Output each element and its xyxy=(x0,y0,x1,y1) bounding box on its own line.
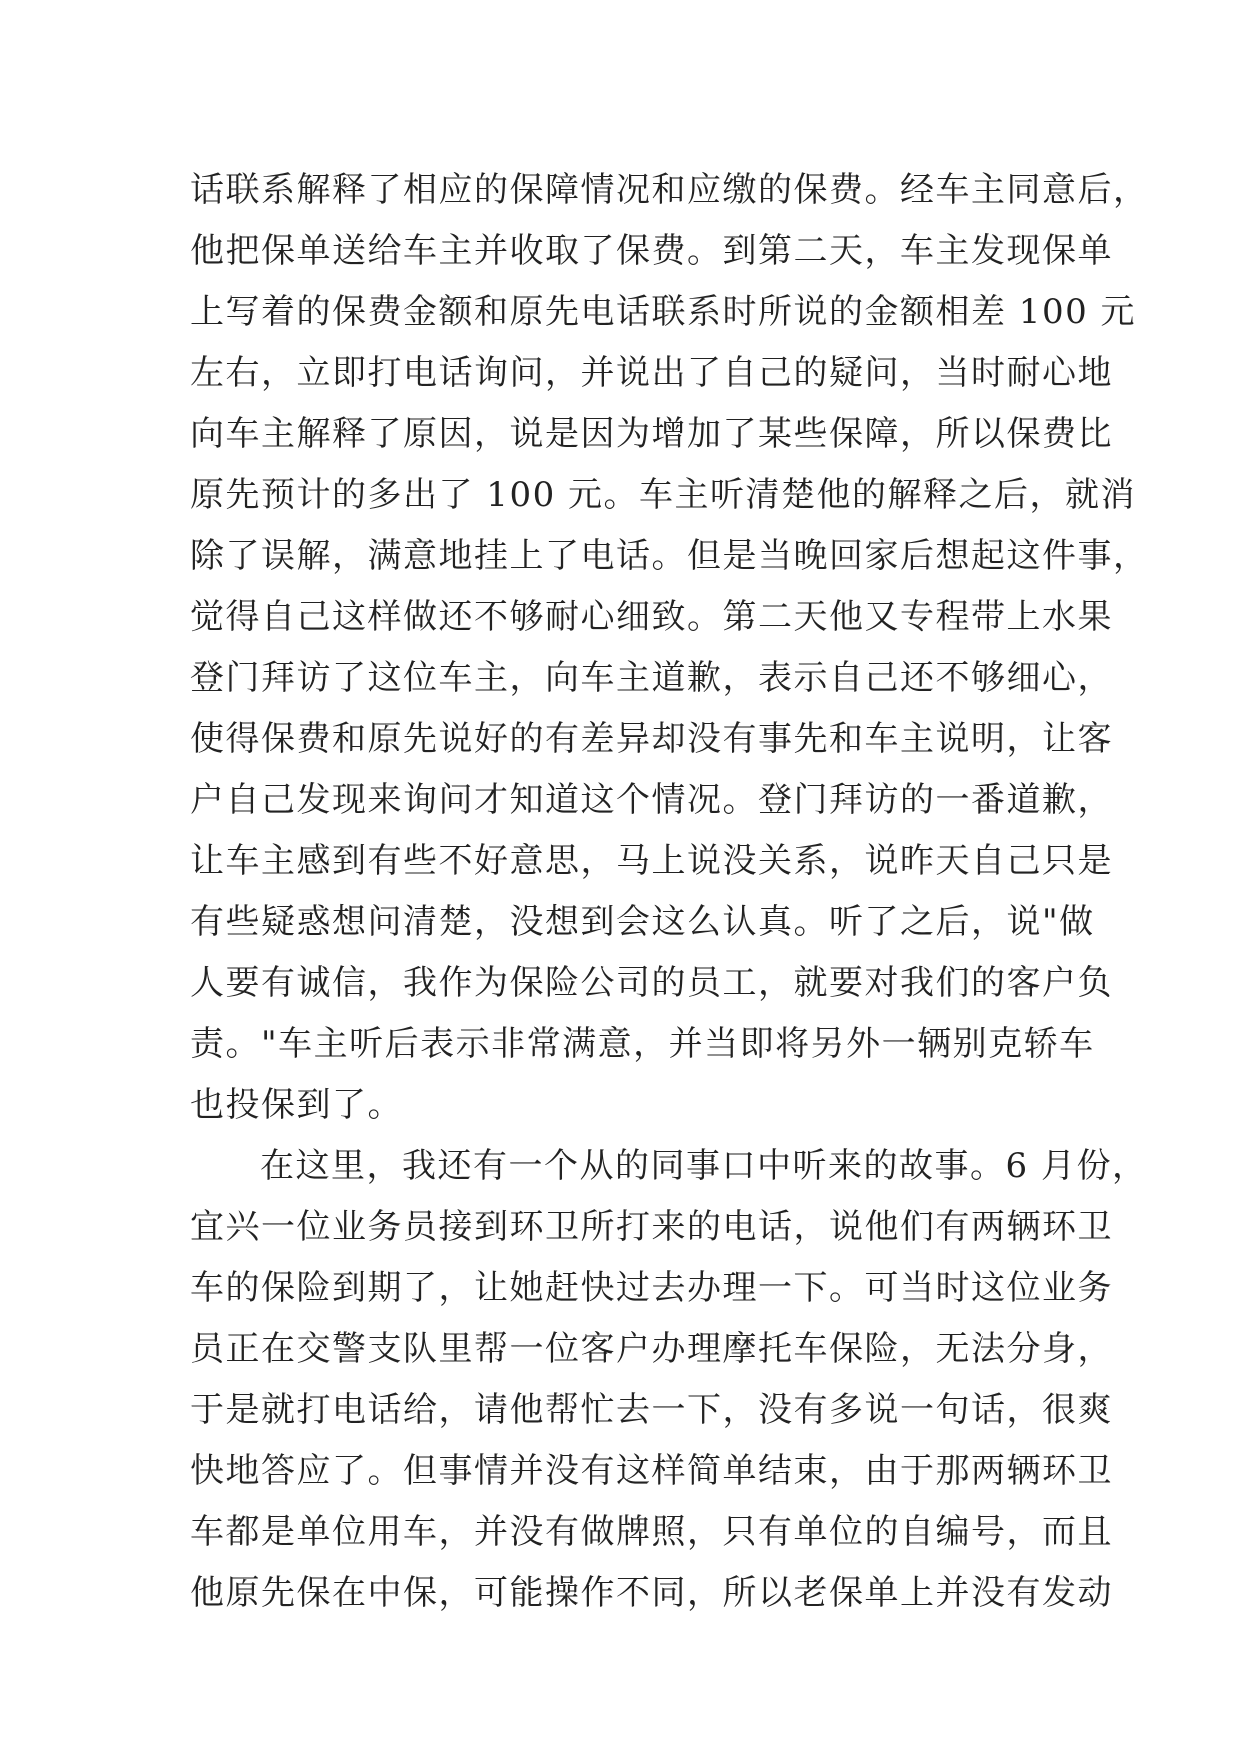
text-line: 左右，立即打电话询问，并说出了自己的疑问，当时耐心地 xyxy=(190,353,1113,393)
text-line: 户自己发现来询问才知道这个情况。登门拜访的一番道歉， xyxy=(190,780,1113,820)
text-line: 车都是单位用车，并没有做牌照，只有单位的自编号，而且 xyxy=(190,1512,1113,1552)
text-line: 他把保单送给车主并收取了保费。到第二天，车主发现保单 xyxy=(190,231,1113,271)
text-line: 责。"车主听后表示非常满意，并当即将另外一辆别克轿车 xyxy=(190,1024,1095,1064)
text-line: 他原先保在中保，可能操作不同，所以老保单上并没有发动 xyxy=(190,1573,1113,1613)
text-line: 除了误解，满意地挂上了电话。但是当晚回家后想起这件事， xyxy=(190,536,1149,576)
text-line: 话联系解释了相应的保障情况和应缴的保费。经车主同意后， xyxy=(190,170,1149,210)
text-line: 觉得自己这样做还不够耐心细致。第二天他又专程带上水果 xyxy=(190,597,1113,637)
text-line: 登门拜访了这位车主，向车主道歉，表示自己还不够细心， xyxy=(190,658,1113,698)
text-line: 有些疑惑想问清楚，没想到会这么认真。听了之后，说"做 xyxy=(190,902,1095,942)
text-line: 于是就打电话给，请他帮忙去一下，没有多说一句话，很爽 xyxy=(190,1390,1113,1430)
body-text xyxy=(190,160,1149,1624)
text-line: 使得保费和原先说好的有差异却没有事先和车主说明，让客 xyxy=(190,719,1113,759)
text-line: 快地答应了。但事情并没有这样简单结束，由于那两辆环卫 xyxy=(190,1451,1113,1491)
text-line: 原先预计的多出了 100 元。车主听清楚他的解释之后，就消 xyxy=(190,475,1137,515)
text-line: 上写着的保费金额和原先电话联系时所说的金额相差 100 元 xyxy=(190,292,1137,332)
text-line: 宜兴一位业务员接到环卫所打来的电话，说他们有两辆环卫 xyxy=(190,1207,1113,1247)
text-line: 车的保险到期了，让她赶快过去办理一下。可当时这位业务 xyxy=(190,1268,1113,1308)
text-line: 人要有诚信，我作为保险公司的员工，就要对我们的客户负 xyxy=(190,963,1113,1003)
paragraph-start-line: 在这里，我还有一个从的同事口中听来的故事。6 月份， xyxy=(260,1146,1148,1186)
text-line: 让车主感到有些不好意思，马上说没关系，说昨天自己只是 xyxy=(190,841,1113,881)
text-line: 员正在交警支队里帮一位客户办理摩托车保险，无法分身， xyxy=(190,1329,1113,1369)
text-line: 也投保到了。 xyxy=(190,1085,403,1125)
text-line: 向车主解释了原因，说是因为增加了某些保障，所以保费比 xyxy=(190,414,1113,454)
